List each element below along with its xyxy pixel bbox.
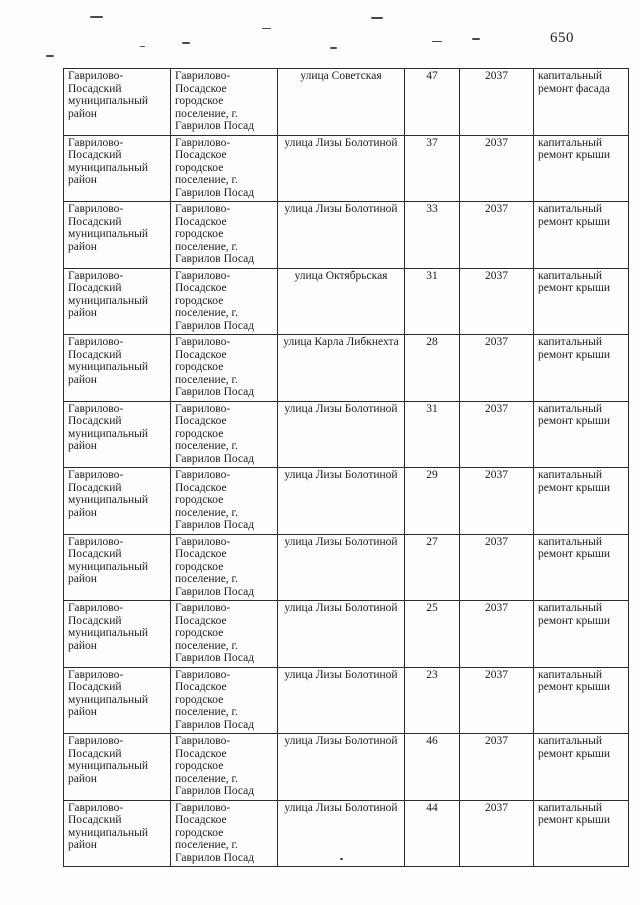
page-number: 650: [550, 30, 574, 46]
cell-work-type: капитальный ремонт крыши: [534, 601, 629, 668]
cell-street: улица Лизы Болотиной: [278, 401, 405, 468]
cell-work-type: капитальный ремонт крыши: [534, 534, 629, 601]
cell-settlement: Гаврилово-Посадское городское поселение, г. Гаврилов Посад: [171, 202, 278, 269]
scan-artifact: [432, 41, 442, 42]
table-row: [64, 734, 629, 801]
cell-work-type: капитальный ремонт крыши: [534, 401, 629, 468]
cell-street: улица Лизы Болотиной: [278, 601, 405, 668]
cell-year: 2037: [460, 534, 534, 601]
cell-district: Гаврилово-Посадский муниципальный район: [64, 534, 171, 601]
table-body: [64, 69, 629, 867]
cell-year: 2037: [460, 601, 534, 668]
scan-artifact: [46, 55, 54, 57]
cell-house-number: 37: [405, 135, 460, 202]
cell-street: улица Октябрьская: [278, 268, 405, 335]
cell-house-number: 29: [405, 468, 460, 535]
cell-house-number: 23: [405, 667, 460, 734]
scan-artifact: [262, 28, 271, 29]
cell-district: Гаврилово-Посадский муниципальный район: [64, 601, 171, 668]
cell-house-number: 33: [405, 202, 460, 269]
cell-settlement: Гаврилово-Посадское городское поселение, г. Гаврилов Посад: [171, 69, 278, 136]
table-row: [64, 69, 629, 136]
cell-street: улица Лизы Болотиной: [278, 667, 405, 734]
capital-repair-table: [63, 68, 629, 867]
cell-house-number: 31: [405, 268, 460, 335]
cell-year: 2037: [460, 135, 534, 202]
cell-street: улица Лизы Болотиной: [278, 468, 405, 535]
cell-settlement: Гаврилово-Посадское городское поселение, г. Гаврилов Посад: [171, 667, 278, 734]
scan-artifact: [330, 47, 337, 49]
cell-street: улица Лизы Болотиной: [278, 800, 405, 867]
table-row: [64, 202, 629, 269]
cell-house-number: 46: [405, 734, 460, 801]
table-row: [64, 667, 629, 734]
cell-house-number: 47: [405, 69, 460, 136]
cell-street: улица Лизы Болотиной: [278, 534, 405, 601]
cell-house-number: 44: [405, 800, 460, 867]
cell-district: Гаврилово-Посадский муниципальный район: [64, 135, 171, 202]
cell-year: 2037: [460, 468, 534, 535]
cell-district: Гаврилово-Посадский муниципальный район: [64, 468, 171, 535]
cell-street: улица Советская: [278, 69, 405, 136]
table-row: [64, 534, 629, 601]
cell-street: улица Лизы Болотиной: [278, 135, 405, 202]
cell-work-type: капитальный ремонт крыши: [534, 135, 629, 202]
table-row: [64, 135, 629, 202]
scan-artifact: [182, 42, 190, 44]
scan-artifact: [140, 46, 145, 47]
cell-year: 2037: [460, 268, 534, 335]
cell-settlement: Гаврилово-Посадское городское поселение, г. Гаврилов Посад: [171, 468, 278, 535]
cell-district: Гаврилово-Посадский муниципальный район: [64, 401, 171, 468]
cell-street: улица Карла Либкнехта: [278, 335, 405, 402]
cell-work-type: капитальный ремонт крыши: [534, 202, 629, 269]
cell-year: 2037: [460, 69, 534, 136]
cell-settlement: Гаврилово-Посадское городское поселение, г. Гаврилов Посад: [171, 335, 278, 402]
cell-work-type: капитальный ремонт крыши: [534, 268, 629, 335]
cell-year: 2037: [460, 734, 534, 801]
cell-work-type: капитальный ремонт крыши: [534, 734, 629, 801]
cell-work-type: капитальный ремонт крыши: [534, 335, 629, 402]
cell-year: 2037: [460, 667, 534, 734]
table-row: [64, 335, 629, 402]
cell-house-number: 25: [405, 601, 460, 668]
cell-street: улица Лизы Болотиной: [278, 734, 405, 801]
cell-year: 2037: [460, 401, 534, 468]
cell-district: Гаврилово-Посадский муниципальный район: [64, 202, 171, 269]
cell-work-type: капитальный ремонт крыши: [534, 468, 629, 535]
cell-district: Гаврилово-Посадский муниципальный район: [64, 734, 171, 801]
table-row: [64, 601, 629, 668]
cell-house-number: 28: [405, 335, 460, 402]
cell-district: Гаврилово-Посадский муниципальный район: [64, 335, 171, 402]
cell-district: Гаврилово-Посадский муниципальный район: [64, 667, 171, 734]
cell-settlement: Гаврилово-Посадское городское поселение, г. Гаврилов Посад: [171, 601, 278, 668]
table-row: [64, 468, 629, 535]
cell-settlement: Гаврилово-Посадское городское поселение, г. Гаврилов Посад: [171, 268, 278, 335]
cell-work-type: капитальный ремонт фасада: [534, 69, 629, 136]
table-row: [64, 800, 629, 867]
table-row: [64, 401, 629, 468]
cell-street: улица Лизы Болотиной: [278, 202, 405, 269]
cell-settlement: Гаврилово-Посадское городское поселение, г. Гаврилов Посад: [171, 401, 278, 468]
cell-settlement: Гаврилово-Посадское городское поселение, г. Гаврилов Посад: [171, 534, 278, 601]
cell-district: Гаврилово-Посадский муниципальный район: [64, 69, 171, 136]
scan-artifact: [90, 16, 103, 18]
cell-house-number: 27: [405, 534, 460, 601]
cell-district: Гаврилово-Посадский муниципальный район: [64, 268, 171, 335]
cell-settlement: Гаврилово-Посадское городское поселение, г. Гаврилов Посад: [171, 135, 278, 202]
cell-work-type: капитальный ремонт крыши: [534, 667, 629, 734]
cell-year: 2037: [460, 800, 534, 867]
cell-year: 2037: [460, 202, 534, 269]
cell-house-number: 31: [405, 401, 460, 468]
cell-settlement: Гаврилово-Посадское городское поселение, г. Гаврилов Посад: [171, 734, 278, 801]
cell-district: Гаврилово-Посадский муниципальный район: [64, 800, 171, 867]
scan-artifact: [371, 17, 383, 19]
table-row: [64, 268, 629, 335]
cell-settlement: Гаврилово-Посадское городское поселение, г. Гаврилов Посад: [171, 800, 278, 867]
cell-work-type: капитальный ремонт крыши: [534, 800, 629, 867]
scan-artifact: [472, 38, 480, 40]
cell-year: 2037: [460, 335, 534, 402]
